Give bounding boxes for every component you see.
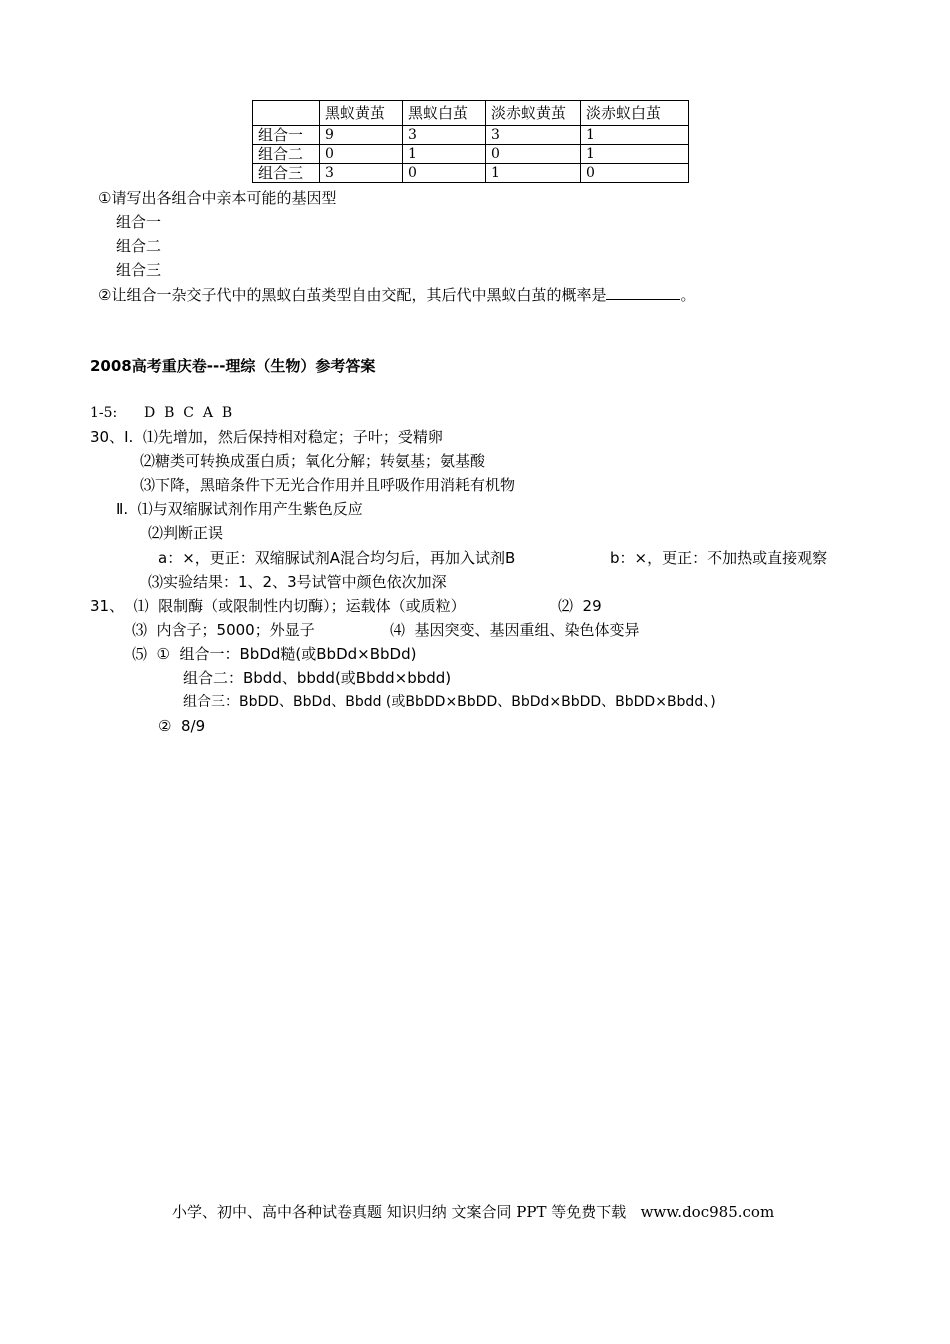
question-2-text: ②让组合一杂交子代中的黑蚁白茧类型自由交配，其后代中黑蚁白茧的概率是 (98, 286, 607, 304)
table-row (253, 164, 689, 183)
table-cell: 9 (320, 126, 403, 145)
answer-30-ii-2: ⑵判断正误 (148, 524, 224, 542)
table-cell: 3 (403, 126, 486, 145)
row-label: 组合二 (253, 145, 320, 164)
table-header-cell: 淡赤蚁白茧 (581, 101, 689, 126)
answer-30-ii-1: Ⅱ. ⑴与双缩脲试剂作用产生紫色反应 (116, 500, 363, 518)
question-2-end: 。 (680, 286, 696, 304)
table-cell: 0 (320, 145, 403, 164)
answer-30-2: ⑵糖类可转换成蛋白质；氧化分解；转氨基；氨基酸 (140, 452, 486, 470)
table-cell: 1 (581, 145, 689, 164)
table-header-cell: 黑蚁白茧 (403, 101, 486, 126)
result-table (252, 100, 689, 183)
answer-31-6: ② 8/9 (158, 717, 206, 735)
table-cell: 3 (486, 126, 581, 145)
question-2 (98, 285, 695, 305)
table-header-cell (253, 101, 320, 126)
answer-30-ii-3a: a：×，更正：双缩脲试剂A混合均匀后，再加入试剂B (158, 549, 516, 567)
table-cell: 1 (581, 126, 689, 145)
mc-answers: 1-5: D B C A B (90, 405, 233, 421)
table-cell: 0 (581, 164, 689, 183)
table-row (253, 145, 689, 164)
table-row (253, 126, 689, 145)
answer-30-ii-4: ⑶实验结果：1、2、3号试管中颜色依次加深 (148, 573, 447, 591)
answer-30-3: ⑶下降，黑暗条件下无光合作用并且呼吸作用消耗有机物 (140, 476, 516, 494)
answer-31-3: ⑶ 内含子；5000；外显子 (132, 621, 315, 639)
answer-30-ii-3b: b：×，更正：不加热或直接观察 (610, 549, 828, 567)
answer-blank (606, 285, 680, 300)
answer-31-4: ⑷ 基因突变、基因重组、染色体变异 (390, 621, 640, 639)
answers-title: 2008高考重庆卷---理综（生物）参考答案 (90, 357, 376, 375)
answer-30-1: 30、Ⅰ. ⑴先增加，然后保持相对稳定；子叶；受精卵 (90, 428, 443, 446)
table-cell: 1 (486, 164, 581, 183)
table-cell: 0 (486, 145, 581, 164)
table-header-cell: 黑蚁黄茧 (320, 101, 403, 126)
answer-31-5a: ⑸ ① 组合一：BbDd糙(或BbDd×BbDd) (132, 645, 417, 663)
table-cell: 0 (403, 164, 486, 183)
row-label: 组合一 (253, 126, 320, 145)
table-header-cell: 淡赤蚁黄茧 (486, 101, 581, 126)
table-cell: 1 (403, 145, 486, 164)
group-3-label: 组合三 (116, 261, 162, 279)
footer-text: 小学、初中、高中各种试卷真题 知识归纳 文案合同 PPT 等免费下载 www.doc985.com (172, 1203, 775, 1221)
table-header-row (253, 101, 689, 126)
table-cell: 3 (320, 164, 403, 183)
question-1: ①请写出各组合中亲本可能的基因型 (98, 189, 337, 207)
answer-31-1b: ⑵ 29 (558, 597, 602, 615)
answer-31-5b: 组合二：Bbdd、bbdd(或Bbdd×bbdd) (183, 669, 452, 687)
answer-31-5c: 组合三：BbDD、BbDd、Bbdd (或BbDD×BbDD、BbDd×BbDD、BbDD×Bbdd、) (183, 694, 716, 710)
group-2-label: 组合二 (116, 237, 162, 255)
row-label: 组合三 (253, 164, 320, 183)
group-1-label: 组合一 (116, 213, 162, 231)
answer-31-1a: 31、 ⑴ 限制酶（或限制性内切酶）；运载体（或质粒） (90, 597, 466, 615)
